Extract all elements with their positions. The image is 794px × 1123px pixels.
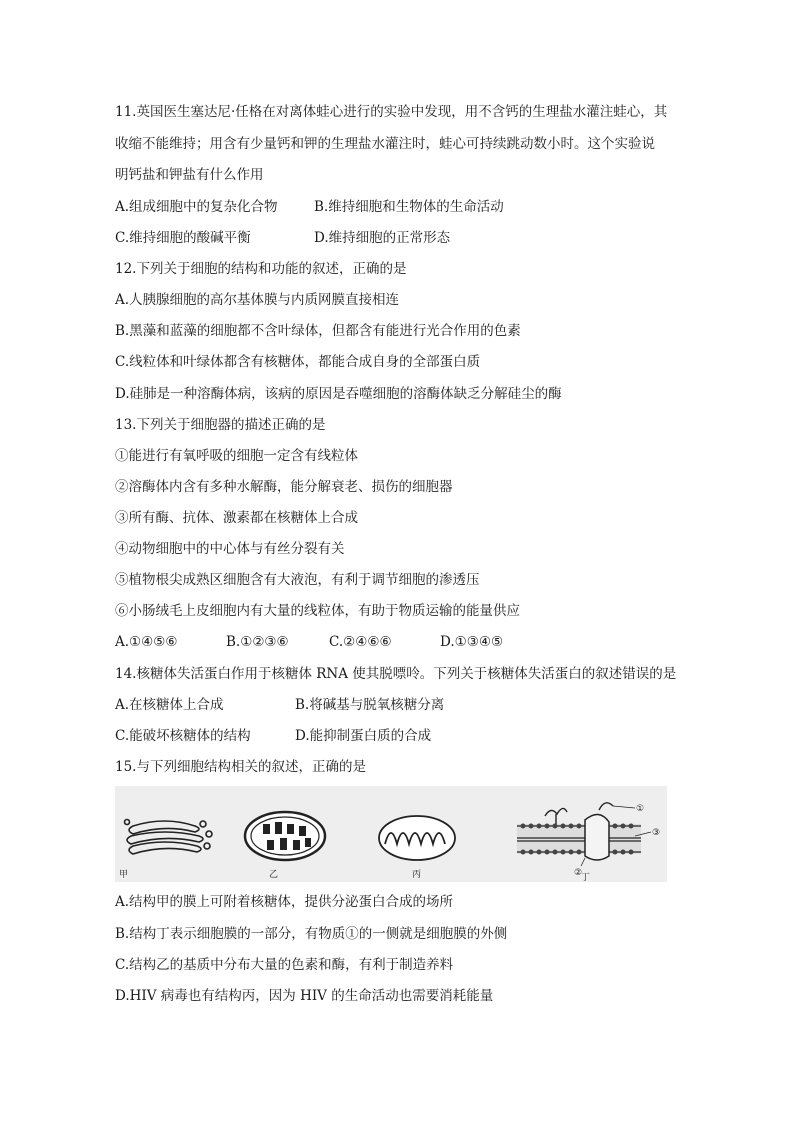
q12-stem: 12.下列关于细胞的结构和功能的叙述，正确的是 [115,261,407,277]
q11-option-c: C.维持细胞的酸碱平衡 [115,230,251,246]
q14-option-a: A.在核糖体上合成 [115,697,224,713]
q13-statement-2: ②溶酶体内含有多种水解酶，能分解衰老、损伤的细胞器 [115,479,453,495]
cell-structures-figure [115,786,667,882]
q12-option-d: D.硅肺是一种溶酶体病，该病的原因是吞噬细胞的溶酶体缺乏分解硅尘的酶 [115,386,562,402]
q14-stem: 14.核糖体失活蛋白作用于核糖体 RNA 使其脱嘌呤。下列关于核糖体失活蛋白的叙述错误的是 [115,666,677,682]
figure-label-yi: 乙 [269,870,279,880]
q15-stem: 15.与下列细胞结构相关的叙述，正确的是 [115,759,366,775]
q11-option-d: D.维持细胞的正常形态 [314,230,451,246]
q15-option-b: B.结构丁表示细胞膜的一部分，有物质①的一侧就是细胞膜的外侧 [115,926,508,942]
q14-option-c: C.能破坏核糖体的结构 [115,728,251,744]
mitochondrion-illustration [379,816,455,860]
figure-label-ding: 丁 [581,873,591,882]
q13-option-a: A.①④⑤⑥ [115,634,178,650]
membrane-marker-3: ③ [652,828,661,838]
q13-statement-3: ③所有酶、抗体、激素都在核糖体上合成 [115,510,358,526]
figure-label-jia: 甲 [119,870,129,880]
q15-option-a: A.结构甲的膜上可附着核糖体，提供分泌蛋白合成的场所 [115,894,454,910]
membrane-marker-2: ② [574,868,583,878]
q13-statement-6: ⑥小肠绒毛上皮细胞内有大量的线粒体，有助于物质运输的能量供应 [115,603,520,619]
q14-option-b: B.将碱基与脱氧核糖分离 [295,697,445,713]
q11-stem-line-2: 收缩不能维持；用含有少量钙和钾的生理盐水灌注时，蛙心可持续跳动数小时。这个实验说 [115,136,655,152]
q13-statement-5: ⑤植物根尖成熟区细胞含有大液泡，有利于调节细胞的渗透压 [115,572,480,588]
cell-membrane-illustration [517,803,660,878]
q14-option-d: D.能抑制蛋白质的合成 [295,728,432,744]
q11-stem-line-1: 11.英国医生塞达尼·任格在对离体蛙心进行的实验中发现，用不含钙的生理盐水灌注蛙心，其 [115,104,668,120]
q11-option-b: B.维持细胞和生物体的生命活动 [314,199,504,215]
q13-stem: 13.下列关于细胞器的描述正确的是 [115,417,326,433]
q11-stem-line-3: 明钙盐和钾盐有什么作用 [115,167,264,183]
q13-option-d: D.①③④⑤ [440,634,504,650]
q12-option-a: A.人胰腺细胞的高尔基体膜与内质网膜直接相连 [115,292,400,308]
q15-option-d: D.HIV 病毒也有结构丙，因为 HIV 的生命活动也需要消耗能量 [115,988,494,1004]
q12-option-b: B.黑藻和蓝藻的细胞都不含叶绿体，但都含有能进行光合作用的色素 [115,323,521,339]
q13-option-c: C.②④⑥⑥ [329,634,392,650]
membrane-marker-1: ① [636,804,645,814]
q13-statement-1: ①能进行有氧呼吸的细胞一定含有线粒体 [115,448,358,464]
q13-option-b: B.①②③⑥ [226,634,289,650]
golgi-apparatus-illustration [125,820,213,855]
q13-statement-4: ④动物细胞中的中心体与有丝分裂有关 [115,541,345,557]
q15-option-c: C.结构乙的基质中分布大量的色素和酶，有利于制造养料 [115,957,454,973]
q11-option-a: A.组成细胞中的复杂化合物 [115,199,278,215]
figure-label-bing: 丙 [412,870,422,880]
q12-option-c: C.线粒体和叶绿体都含有核糖体，都能合成自身的全部蛋白质 [115,354,481,370]
chloroplast-illustration [245,812,325,860]
